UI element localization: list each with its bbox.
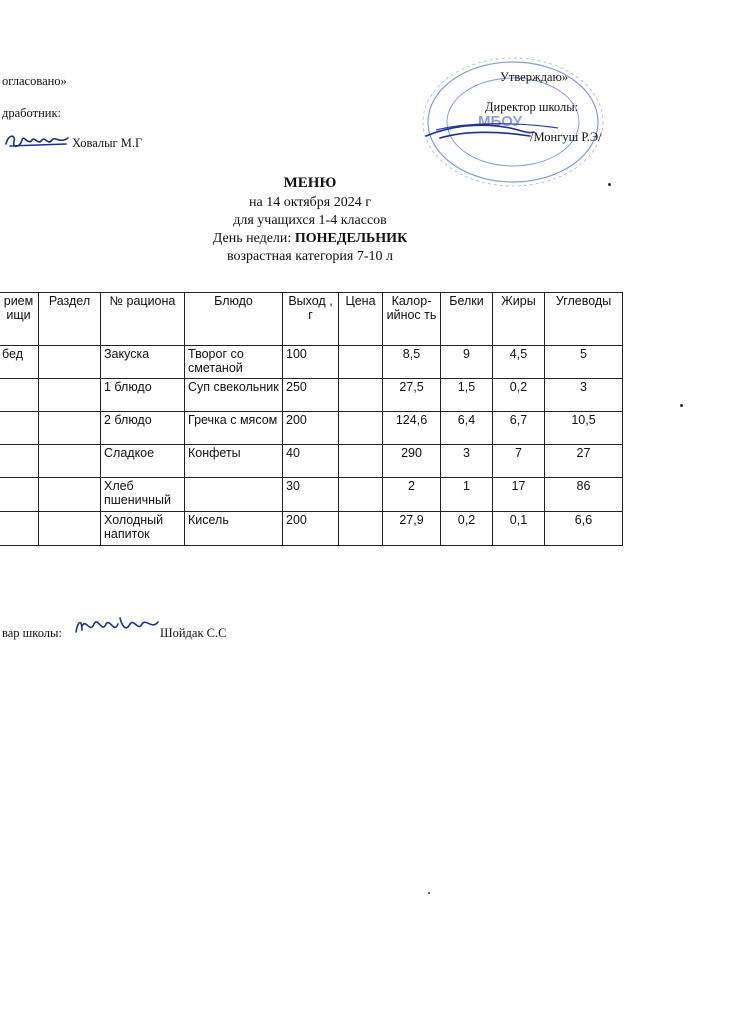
cell-fat: 0,1 — [493, 512, 545, 546]
cell-meal: бед — [0, 346, 39, 379]
cell-price — [339, 478, 383, 512]
cell-dish — [185, 478, 283, 512]
header-meal: рием ищи — [0, 293, 39, 346]
cell-price — [339, 445, 383, 478]
cell-price — [339, 512, 383, 546]
menu-age: возрастная категория 7-10 л — [227, 249, 393, 264]
developer-label: дработник: — [2, 106, 61, 120]
cook-name: Шойдак С.С — [160, 626, 227, 640]
header-section: Раздел — [39, 293, 101, 346]
menu-title: МЕНЮ — [283, 175, 337, 191]
cell-protein: 9 — [441, 346, 493, 379]
header-ration: № рациона — [101, 293, 185, 346]
cell-carbs: 6,6 — [545, 512, 623, 546]
cell-ration: Холодный напиток — [101, 512, 185, 546]
cell-section — [39, 379, 101, 412]
cell-carbs: 3 — [545, 379, 623, 412]
cell-carbs: 10,5 — [545, 412, 623, 445]
cell-meal — [0, 512, 39, 546]
table-header-row — [0, 293, 623, 346]
cell-protein: 6,4 — [441, 412, 493, 445]
cook-signature — [72, 612, 162, 642]
cell-yield: 200 — [283, 512, 339, 546]
cell-ration: 2 блюдо — [101, 412, 185, 445]
cell-kcal: 2 — [383, 478, 441, 512]
scan-speck — [428, 892, 430, 894]
cell-dish: Суп свекольник — [185, 379, 283, 412]
cell-carbs: 27 — [545, 445, 623, 478]
cell-kcal: 8,5 — [383, 346, 441, 379]
cell-price — [339, 346, 383, 379]
cell-kcal: 27,5 — [383, 379, 441, 412]
cell-carbs: 5 — [545, 346, 623, 379]
menu-students: для учащихся 1-4 классов — [233, 213, 387, 228]
cell-meal — [0, 412, 39, 445]
cell-kcal: 27,9 — [383, 512, 441, 546]
cell-fat: 7 — [493, 445, 545, 478]
menu-table — [0, 292, 623, 546]
cell-price — [339, 379, 383, 412]
table-row — [0, 379, 623, 412]
developer-name: Ховалыг М.Г — [72, 136, 143, 150]
cell-price — [339, 412, 383, 445]
cook-label: вар школы: — [2, 626, 62, 640]
header-carbs: Углеводы — [545, 293, 623, 346]
cell-meal — [0, 478, 39, 512]
menu-date: на 14 октября 2024 г — [248, 195, 371, 210]
director-name: /Монгуш Р.Э/ — [530, 130, 602, 144]
cell-carbs: 86 — [545, 478, 623, 512]
cell-fat: 17 — [493, 478, 545, 512]
header-kcal: Калор- ийнос ть — [383, 293, 441, 346]
cell-ration: Закуска — [101, 346, 185, 379]
header-protein: Белки — [441, 293, 493, 346]
cell-section — [39, 346, 101, 379]
cell-section — [39, 445, 101, 478]
table-row — [0, 478, 623, 512]
cell-yield: 250 — [283, 379, 339, 412]
cell-section — [39, 512, 101, 546]
cell-fat: 0,2 — [493, 379, 545, 412]
cell-ration: Хлеб пшеничный — [101, 478, 185, 512]
cell-ration: 1 блюдо — [101, 379, 185, 412]
cell-section — [39, 478, 101, 512]
scan-speck — [680, 404, 683, 407]
cell-section — [39, 412, 101, 445]
header-fat: Жиры — [493, 293, 545, 346]
cell-ration: Сладкое — [101, 445, 185, 478]
cell-dish: Гречка с мясом — [185, 412, 283, 445]
cell-protein: 1,5 — [441, 379, 493, 412]
table-row — [0, 512, 623, 546]
cell-kcal: 124,6 — [383, 412, 441, 445]
table-row — [0, 445, 623, 478]
cell-protein: 1 — [441, 478, 493, 512]
cell-yield: 100 — [283, 346, 339, 379]
cell-protein: 3 — [441, 445, 493, 478]
director-label: Директор школы: — [485, 100, 579, 114]
cell-protein: 0,2 — [441, 512, 493, 546]
table-row — [0, 346, 623, 379]
cell-yield: 40 — [283, 445, 339, 478]
cell-dish: Кисель — [185, 512, 283, 546]
table-row — [0, 412, 623, 445]
scan-speck — [608, 183, 611, 186]
approved-label: Утверждаю» — [500, 70, 569, 84]
cell-fat: 4,5 — [493, 346, 545, 379]
cell-fat: 6,7 — [493, 412, 545, 445]
cell-meal — [0, 379, 39, 412]
director-signature — [420, 118, 540, 144]
header-dish: Блюдо — [185, 293, 283, 346]
header-price: Цена — [339, 293, 383, 346]
cell-yield: 200 — [283, 412, 339, 445]
cell-kcal: 290 — [383, 445, 441, 478]
header-yield: Выход , г — [283, 293, 339, 346]
menu-weekday — [150, 230, 470, 247]
stamp-text: МБОУ — [478, 113, 522, 130]
cell-dish: Творог со сметаной — [185, 346, 283, 379]
weekday-value: ПОНЕДЕЛЬНИК — [294, 231, 408, 246]
cell-yield: 30 — [283, 478, 339, 512]
cell-meal — [0, 445, 39, 478]
agreed-label: огласовано» — [2, 74, 67, 88]
developer-signature — [2, 128, 72, 154]
weekday-label: День недели: — [212, 231, 295, 246]
cell-dish: Конфеты — [185, 445, 283, 478]
